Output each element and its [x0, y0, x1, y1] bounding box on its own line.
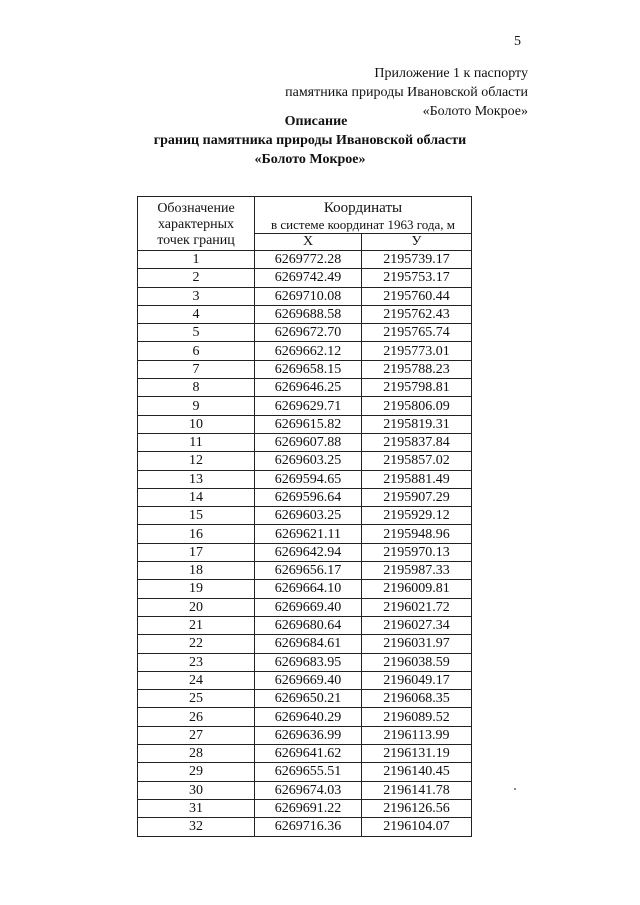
point-number-cell: 3: [138, 287, 255, 305]
point-number-cell: 25: [138, 690, 255, 708]
point-number-cell: 20: [138, 598, 255, 616]
x-coordinate-cell: 6269621.11: [255, 525, 362, 543]
table-row: [138, 305, 472, 323]
x-coordinate-cell: 6269603.25: [255, 452, 362, 470]
scan-speck: [514, 788, 516, 790]
y-coordinate-cell: 2195857.02: [362, 452, 472, 470]
point-number-cell: 32: [138, 818, 255, 836]
y-coordinate-cell: 2196049.17: [362, 671, 472, 689]
table-row: [138, 562, 472, 580]
table-row: [138, 671, 472, 689]
y-coordinate-cell: 2195881.49: [362, 470, 472, 488]
table-row: [138, 543, 472, 561]
x-coordinate-cell: 6269772.28: [255, 251, 362, 269]
table-row: [138, 616, 472, 634]
table-row: [138, 379, 472, 397]
table-row: [138, 745, 472, 763]
point-number-cell: 12: [138, 452, 255, 470]
page-number: 5: [514, 34, 521, 49]
x-coordinate-cell: 6269641.62: [255, 745, 362, 763]
annex-line: «Болото Мокрое»: [422, 104, 528, 119]
y-coordinate-cell: 2196068.35: [362, 690, 472, 708]
x-coordinate-cell: 6269640.29: [255, 708, 362, 726]
point-number-cell: 8: [138, 379, 255, 397]
point-number-cell: 17: [138, 543, 255, 561]
point-number-cell: 23: [138, 653, 255, 671]
point-number-cell: 10: [138, 415, 255, 433]
point-number-cell: 14: [138, 488, 255, 506]
x-coordinate-cell: 6269716.36: [255, 818, 362, 836]
y-coordinate-cell: 2195765.74: [362, 324, 472, 342]
table-row: [138, 360, 472, 378]
table-row: [138, 799, 472, 817]
point-number-cell: 13: [138, 470, 255, 488]
x-coordinate-cell: 6269664.10: [255, 580, 362, 598]
table-row: [138, 781, 472, 799]
table-row: [138, 525, 472, 543]
x-coordinate-cell: 6269615.82: [255, 415, 362, 433]
y-coordinate-cell: 2196113.99: [362, 726, 472, 744]
header-coordinates: Координаты в системе координат 1963 года, м: [255, 197, 472, 234]
y-coordinate-cell: 2196031.97: [362, 635, 472, 653]
coordinates-table: [137, 196, 472, 837]
table-row: [138, 342, 472, 360]
point-number-cell: 9: [138, 397, 255, 415]
annex-line: памятника природы Ивановской области: [285, 85, 528, 100]
x-coordinate-cell: 6269672.70: [255, 324, 362, 342]
point-number-cell: 26: [138, 708, 255, 726]
y-coordinate-cell: 2195753.17: [362, 269, 472, 287]
point-number-cell: 7: [138, 360, 255, 378]
y-coordinate-cell: 2196140.45: [362, 763, 472, 781]
table-row: [138, 635, 472, 653]
point-number-cell: 5: [138, 324, 255, 342]
x-coordinate-cell: 6269607.88: [255, 433, 362, 451]
header-x: X: [255, 234, 362, 251]
table-row: [138, 763, 472, 781]
point-number-cell: 4: [138, 305, 255, 323]
y-coordinate-cell: 2196027.34: [362, 616, 472, 634]
point-number-cell: 19: [138, 580, 255, 598]
table-row: [138, 580, 472, 598]
point-number-cell: 6: [138, 342, 255, 360]
table-row: [138, 269, 472, 287]
x-coordinate-cell: 6269691.22: [255, 799, 362, 817]
x-coordinate-cell: 6269683.95: [255, 653, 362, 671]
y-coordinate-cell: 2196131.19: [362, 745, 472, 763]
y-coordinate-cell: 2196009.81: [362, 580, 472, 598]
point-number-cell: 31: [138, 799, 255, 817]
point-number-cell: 28: [138, 745, 255, 763]
y-coordinate-cell: 2195948.96: [362, 525, 472, 543]
point-number-cell: 22: [138, 635, 255, 653]
table-row: [138, 598, 472, 616]
title-line: «Болото Мокрое»: [254, 152, 366, 167]
y-coordinate-cell: 2195773.01: [362, 342, 472, 360]
x-coordinate-cell: 6269655.51: [255, 763, 362, 781]
table-row: [138, 818, 472, 836]
table-row: [138, 470, 472, 488]
point-number-cell: 16: [138, 525, 255, 543]
point-number-cell: 24: [138, 671, 255, 689]
table-body: [138, 251, 472, 837]
table-row: [138, 433, 472, 451]
x-coordinate-cell: 6269650.21: [255, 690, 362, 708]
point-number-cell: 27: [138, 726, 255, 744]
point-number-cell: 11: [138, 433, 255, 451]
y-coordinate-cell: 2196104.07: [362, 818, 472, 836]
x-coordinate-cell: 6269658.15: [255, 360, 362, 378]
table-row: [138, 708, 472, 726]
document-title: [120, 112, 500, 169]
x-coordinate-cell: 6269596.64: [255, 488, 362, 506]
table-row: [138, 488, 472, 506]
y-coordinate-cell: 2196126.56: [362, 799, 472, 817]
x-coordinate-cell: 6269688.58: [255, 305, 362, 323]
y-coordinate-cell: 2195929.12: [362, 507, 472, 525]
x-coordinate-cell: 6269710.08: [255, 287, 362, 305]
point-number-cell: 2: [138, 269, 255, 287]
x-coordinate-cell: 6269674.03: [255, 781, 362, 799]
table-row: [138, 415, 472, 433]
x-coordinate-cell: 6269629.71: [255, 397, 362, 415]
title-line: границ памятника природы Ивановской области: [153, 133, 467, 148]
point-number-cell: 21: [138, 616, 255, 634]
x-coordinate-cell: 6269742.49: [255, 269, 362, 287]
annex-line: Приложение 1 к паспорту: [374, 66, 528, 81]
table-row: [138, 324, 472, 342]
y-coordinate-cell: 2196038.59: [362, 653, 472, 671]
x-coordinate-cell: 6269642.94: [255, 543, 362, 561]
x-coordinate-cell: 6269603.25: [255, 507, 362, 525]
x-coordinate-cell: 6269669.40: [255, 671, 362, 689]
title-line: Описание: [284, 114, 348, 129]
x-coordinate-cell: 6269636.99: [255, 726, 362, 744]
y-coordinate-cell: 2195837.84: [362, 433, 472, 451]
x-coordinate-cell: 6269680.64: [255, 616, 362, 634]
y-coordinate-cell: 2195798.81: [362, 379, 472, 397]
header-y: У: [362, 234, 472, 251]
y-coordinate-cell: 2195806.09: [362, 397, 472, 415]
table-row: [138, 690, 472, 708]
y-coordinate-cell: 2195788.23: [362, 360, 472, 378]
point-number-cell: 15: [138, 507, 255, 525]
table-row: [138, 251, 472, 269]
y-coordinate-cell: 2195907.29: [362, 488, 472, 506]
table-row: [138, 397, 472, 415]
y-coordinate-cell: 2195762.43: [362, 305, 472, 323]
x-coordinate-cell: 6269669.40: [255, 598, 362, 616]
y-coordinate-cell: 2196021.72: [362, 598, 472, 616]
table-row: [138, 287, 472, 305]
x-coordinate-cell: 6269656.17: [255, 562, 362, 580]
point-number-cell: 18: [138, 562, 255, 580]
x-coordinate-cell: 6269684.61: [255, 635, 362, 653]
y-coordinate-cell: 2196141.78: [362, 781, 472, 799]
y-coordinate-cell: 2195819.31: [362, 415, 472, 433]
y-coordinate-cell: 2195987.33: [362, 562, 472, 580]
y-coordinate-cell: 2195760.44: [362, 287, 472, 305]
point-number-cell: 1: [138, 251, 255, 269]
x-coordinate-cell: 6269646.25: [255, 379, 362, 397]
x-coordinate-cell: 6269594.65: [255, 470, 362, 488]
table-row: [138, 452, 472, 470]
point-number-cell: 29: [138, 763, 255, 781]
point-number-cell: 30: [138, 781, 255, 799]
table-row: [138, 726, 472, 744]
table-row: [138, 653, 472, 671]
header-point-designation: Обозначение характерных точек границ: [138, 197, 255, 251]
y-coordinate-cell: 2195739.17: [362, 251, 472, 269]
y-coordinate-cell: 2195970.13: [362, 543, 472, 561]
x-coordinate-cell: 6269662.12: [255, 342, 362, 360]
y-coordinate-cell: 2196089.52: [362, 708, 472, 726]
table-row: [138, 507, 472, 525]
